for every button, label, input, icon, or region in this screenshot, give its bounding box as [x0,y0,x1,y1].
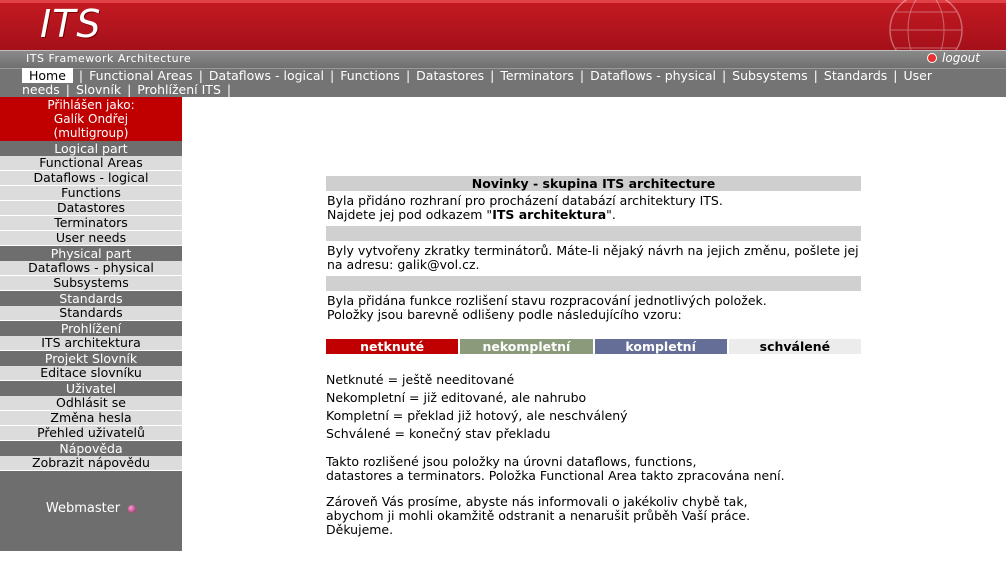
nav-user-needs[interactable]: User needs [22,68,932,97]
news-panel [326,176,861,537]
nav-prohlizeni-its[interactable]: Prohlížení ITS [137,82,221,97]
section-napoveda: Nápověda [0,441,182,456]
news-divider [326,226,861,241]
definition-item: Netknuté = ještě needitované [326,372,515,387]
paragraph-line: abychom ji mohli okamžitě odstranit a nenarušit průběh Vaší práce. [326,508,751,523]
news-title: Novinky - skupina ITS architecture [326,176,861,191]
webmaster-label[interactable]: Webmaster [45,501,121,516]
definition-item: Schválené = konečný stav překladu [326,426,551,441]
logout-link[interactable] [927,51,980,65]
nav-subsystems[interactable]: Subsystems [732,68,808,83]
nav-standards[interactable]: Standards [823,68,888,83]
globe-decoration-icon [806,0,1006,50]
header-subbar [0,50,1006,69]
paragraph-line: Děkujeme. [326,522,394,537]
nav-datastores[interactable]: Datastores [416,68,485,83]
sidebar-item-zmena-hesla[interactable]: Změna hesla [0,411,182,426]
news-1-line-2: Najdete jej pod odkazem "ITS architektura". [327,207,616,222]
sidebar-item-terminators[interactable]: Terminators [0,216,182,231]
bullet-icon [128,505,136,513]
bullet-icon [927,53,937,63]
paragraph-line: datastores a terminators. Položka Functional Area takto zpracována není. [326,468,785,483]
sidebar-item-dataflows-logical[interactable]: Dataflows - logical [0,171,182,186]
news-3-line-1: Byla přidána funkce rozlišení stavu rozpracování jednotlivých položek. [327,293,767,308]
nav-dataflows-logical[interactable]: Dataflows - logical [208,68,325,83]
login-user: Galík Ondřej [53,112,129,126]
paragraph-line: Zároveň Vás prosíme, abyste nás informovali o jakékoliv chybě tak, [326,494,748,509]
sidebar-item-datastores[interactable]: Datastores [0,201,182,216]
sidebar-item-standards[interactable]: Standards [0,306,182,321]
status-definitions [326,371,861,443]
login-label: Přihlášen jako: [47,98,135,112]
login-group: (multigroup) [53,126,129,140]
nav-home[interactable]: Home [22,68,73,83]
legend-schvalene: schválené [727,339,861,354]
section-uzivatel: Uživatel [0,381,182,396]
nav-terminators[interactable]: Terminators [500,68,574,83]
sidebar-item-odhlasit-se[interactable]: Odhlásit se [0,396,182,411]
logout-label[interactable]: logout [942,51,980,65]
news-item-1 [327,194,861,222]
nav-slovnik[interactable]: Slovník [75,82,122,97]
news-item-2: Byly vytvořeny zkratky terminátorů. Máte-li nějaký návrh na jejich změnu, pošlete jej na adresu: galik@vol.cz. [327,243,859,272]
section-projekt-slovnik: Projekt Slovník [0,351,182,366]
news-item-3 [327,294,861,322]
paragraph-line: Takto rozlišené jsou položky na úrovni dataflows, functions, [326,454,697,469]
top-nav [0,68,1006,97]
nav-functional-areas[interactable]: Functional Areas [89,68,193,83]
header [0,0,1006,68]
nav-links: Home | Functional Areas | Dataflows - logical | Functions | Datastores | Terminators | Dataflows - physical | Subsystems | Standards | User needs | Slovník | Prohlížení ITS | [22,68,932,97]
nav-dataflows-physical[interactable]: Dataflows - physical [590,68,716,83]
legend-netknute: netknuté [326,339,458,354]
status-legend [326,339,861,354]
news-3-line-2: Položky jsou barevně odlišeny podle následujícího vzoru: [327,307,682,322]
webmaster-link[interactable] [0,501,182,516]
legend-kompletni: kompletní [593,339,727,354]
section-logical-part: Logical part [0,141,182,156]
sidebar-item-its-architektura[interactable]: ITS architektura [0,336,182,351]
info-paragraph-1 [326,455,861,483]
sidebar-item-zobrazit-napovedu[interactable]: Zobrazit nápovědu [0,456,182,471]
nav-functions[interactable]: Functions [340,68,400,83]
section-physical-part: Physical part [0,246,182,261]
its-logo[interactable]: ITS [40,2,102,46]
definition-item: Kompletní = překlad již hotový, ale neschválený [326,408,628,423]
sidebar-item-functions[interactable]: Functions [0,186,182,201]
sidebar-item-user-needs[interactable]: User needs [0,231,182,246]
definition-item: Nekompletní = již editované, ale nahrubo [326,390,587,405]
section-standards: Standards [0,291,182,306]
sidebar-item-functional-areas[interactable]: Functional Areas [0,156,182,171]
sidebar-item-editace-slovniku[interactable]: Editace slovníku [0,366,182,381]
its-architektura-link[interactable]: ITS architektura [492,207,607,222]
info-paragraph-2 [326,495,861,537]
news-1-line-1: Byla přidáno rozhraní pro procházení databází architektury ITS. [327,193,723,208]
news-divider [326,276,861,291]
sidebar-item-prehled-uzivatelu[interactable]: Přehled uživatelů [0,426,182,441]
sidebar-item-dataflows-physical[interactable]: Dataflows - physical [0,261,182,276]
login-info [0,97,182,141]
sidebar [0,97,182,551]
legend-nekompletni: nekompletní [458,339,592,354]
app-subtitle: ITS Framework Architecture [26,52,192,65]
sidebar-item-subsystems[interactable]: Subsystems [0,276,182,291]
section-prohlizeni: Prohlížení [0,321,182,336]
header-banner [0,0,1006,50]
